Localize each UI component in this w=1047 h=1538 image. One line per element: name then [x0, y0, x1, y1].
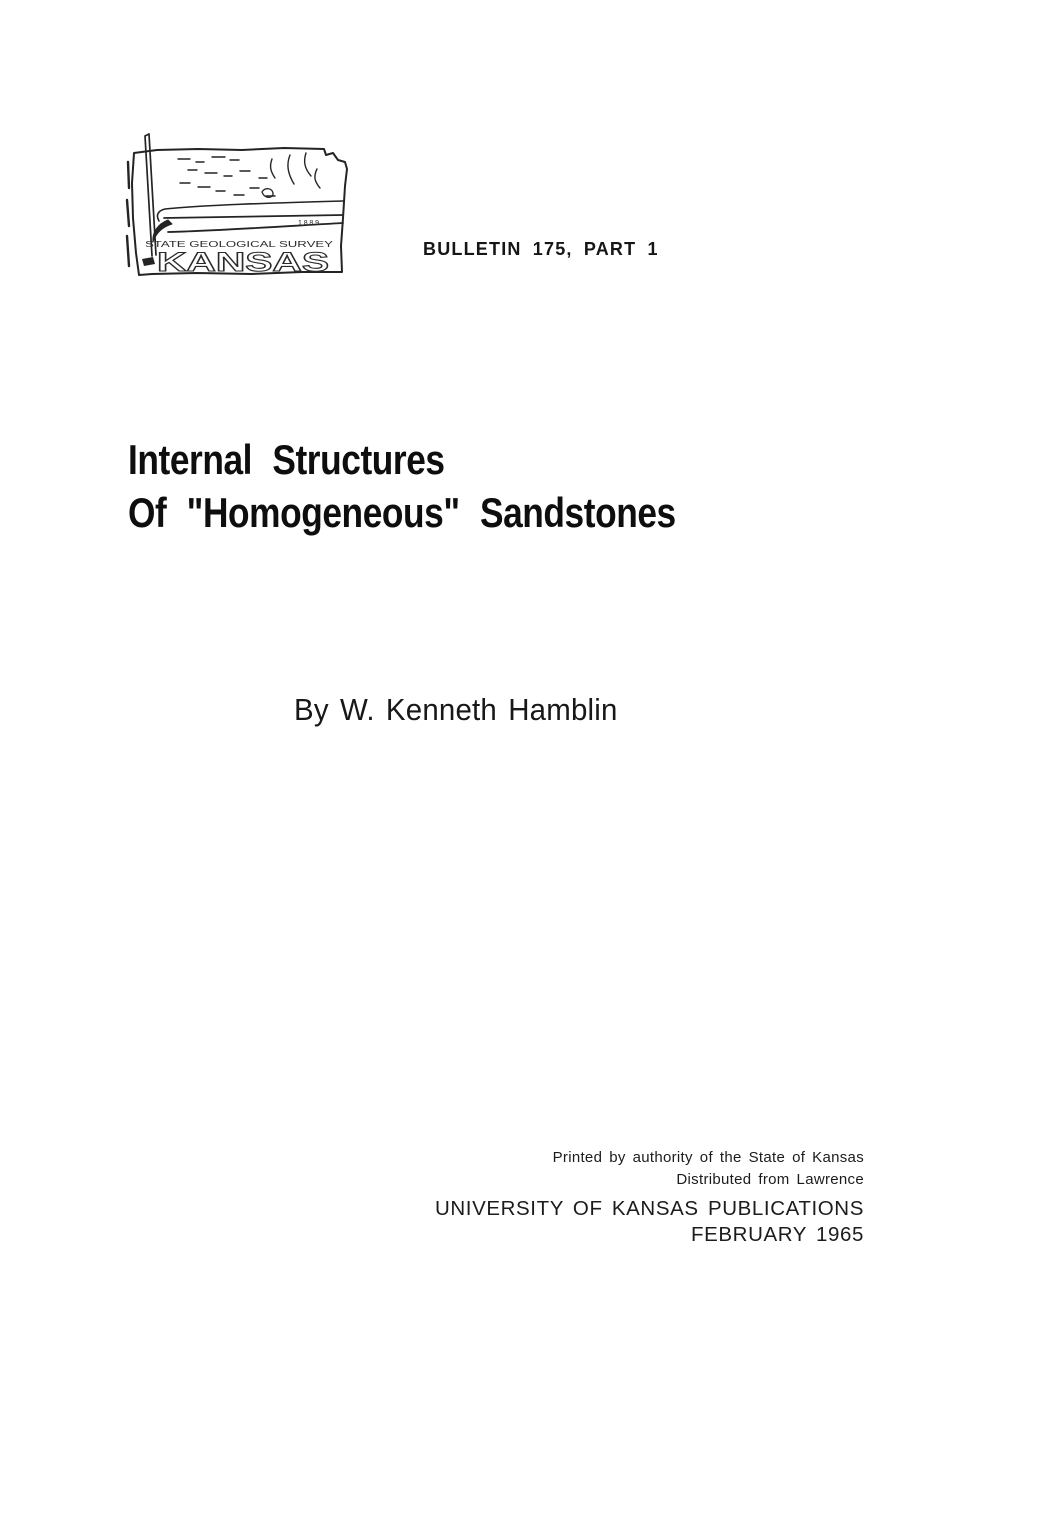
kansas-map-hammer-icon — [112, 128, 352, 280]
imprint-publisher: UNIVERSITY OF KANSAS PUBLICATIONS — [434, 1197, 864, 1220]
logo-agency-label: STATE GEOLOGICAL SURVEY — [145, 240, 335, 249]
imprint-printed-by: Printed by authority of the State of Kansas — [552, 1149, 864, 1166]
hammer-head — [164, 215, 343, 218]
title-line-2: Of "Homogeneous" Sandstones — [128, 489, 676, 536]
imprint-date: FEBRUARY 1965 — [691, 1223, 864, 1246]
page-title — [128, 433, 676, 539]
logo-state-label: KANSAS — [157, 247, 329, 277]
logo-year: 1889 — [298, 220, 321, 227]
bulletin-label: BULLETIN 175, PART 1 — [423, 239, 659, 259]
imprint-distributed-from: Distributed from Lawrence — [676, 1171, 864, 1188]
kansas-geological-survey-seal — [112, 128, 352, 280]
byline: By W. Kenneth Hamblin — [294, 692, 618, 727]
imprint-block — [435, 1147, 864, 1248]
title-line-1: Internal Structures — [128, 436, 445, 483]
